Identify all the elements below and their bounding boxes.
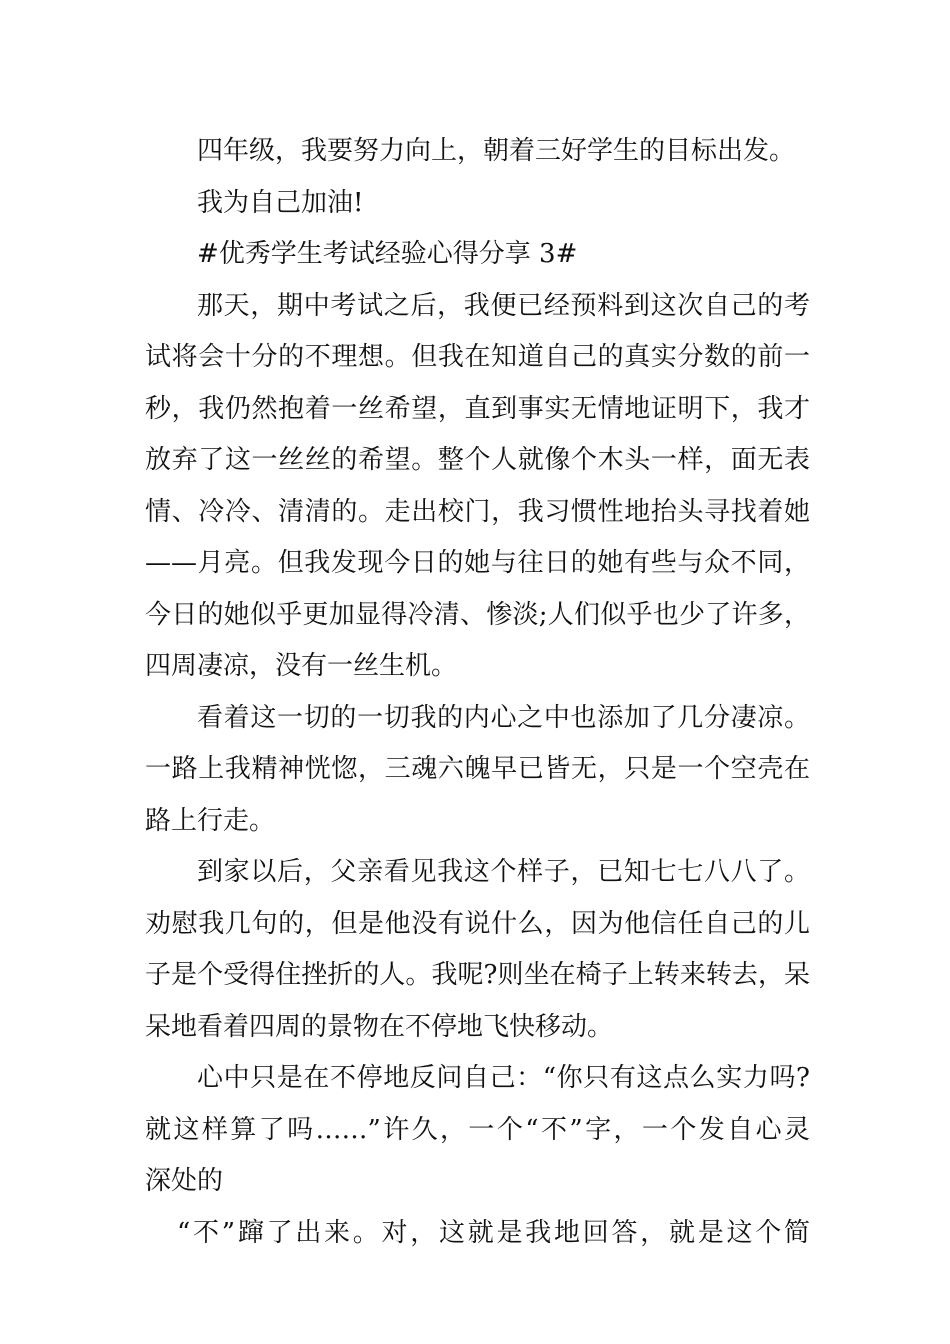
text-line: 那天，期中考试之后，我便已经预料到这次自己的考 bbox=[197, 290, 810, 321]
text-line: 试将会十分的不理想。但我在知道自己的真实分数的前一 bbox=[145, 342, 810, 372]
text-line: 放弃了这一丝丝的希望。整个人就像个木头一样，面无表 bbox=[145, 445, 810, 475]
section-heading: #优秀学生考试经验心得分享 3# bbox=[197, 239, 578, 269]
text-line: 路上行走。 bbox=[145, 805, 276, 836]
text-line: 呆地看着四周的景物在不停地飞快移动。 bbox=[145, 1011, 614, 1042]
text-line: 今日的她似乎更加显得冷清、惨淡;人们似乎也少了许多， bbox=[145, 599, 810, 630]
text-line: “不”蹿了出来。对，这就是我地回答，就是这个简 bbox=[177, 1217, 810, 1248]
document-body bbox=[145, 126, 810, 1259]
text-line: 我为自己加油! bbox=[197, 187, 364, 218]
text-line: 看着这一切的一切我的内心之中也添加了几分凄凉。 bbox=[197, 702, 810, 733]
text-line: 四年级，我要努力向上，朝着三好学生的目标出发。 bbox=[197, 136, 796, 166]
text-line: 深处的 bbox=[145, 1166, 224, 1196]
text-line: 秒，我仍然抱着一丝希望，直到事实无情地证明下，我才 bbox=[145, 393, 810, 424]
text-line: 就这样算了吗……”许久，一个“不”字，一个发自心灵 bbox=[145, 1114, 810, 1145]
text-line: 到家以后，父亲看见我这个样子，已知七七八八了。 bbox=[197, 857, 810, 887]
text-line: 子是个受得住挫折的人。我呢?则坐在椅子上转来转去，呆 bbox=[145, 960, 810, 990]
text-line: 四周凄凉，没有一丝生机。 bbox=[145, 651, 458, 681]
text-line: 劝慰我几句的，但是他没有说什么，因为他信任自己的儿 bbox=[145, 908, 810, 939]
text-line: 心中只是在不停地反问自己：“你只有这点么实力吗? bbox=[197, 1063, 810, 1093]
text-line: ——月亮。但我发现今日的她与往日的她有些与众不同， bbox=[145, 548, 810, 578]
text-line: 情、冷冷、清清的。走出校门，我习惯性地抬头寻找着她 bbox=[145, 496, 810, 527]
text-line: 一路上我精神恍惚，三魂六魄早已皆无，只是一个空壳在 bbox=[145, 754, 810, 784]
